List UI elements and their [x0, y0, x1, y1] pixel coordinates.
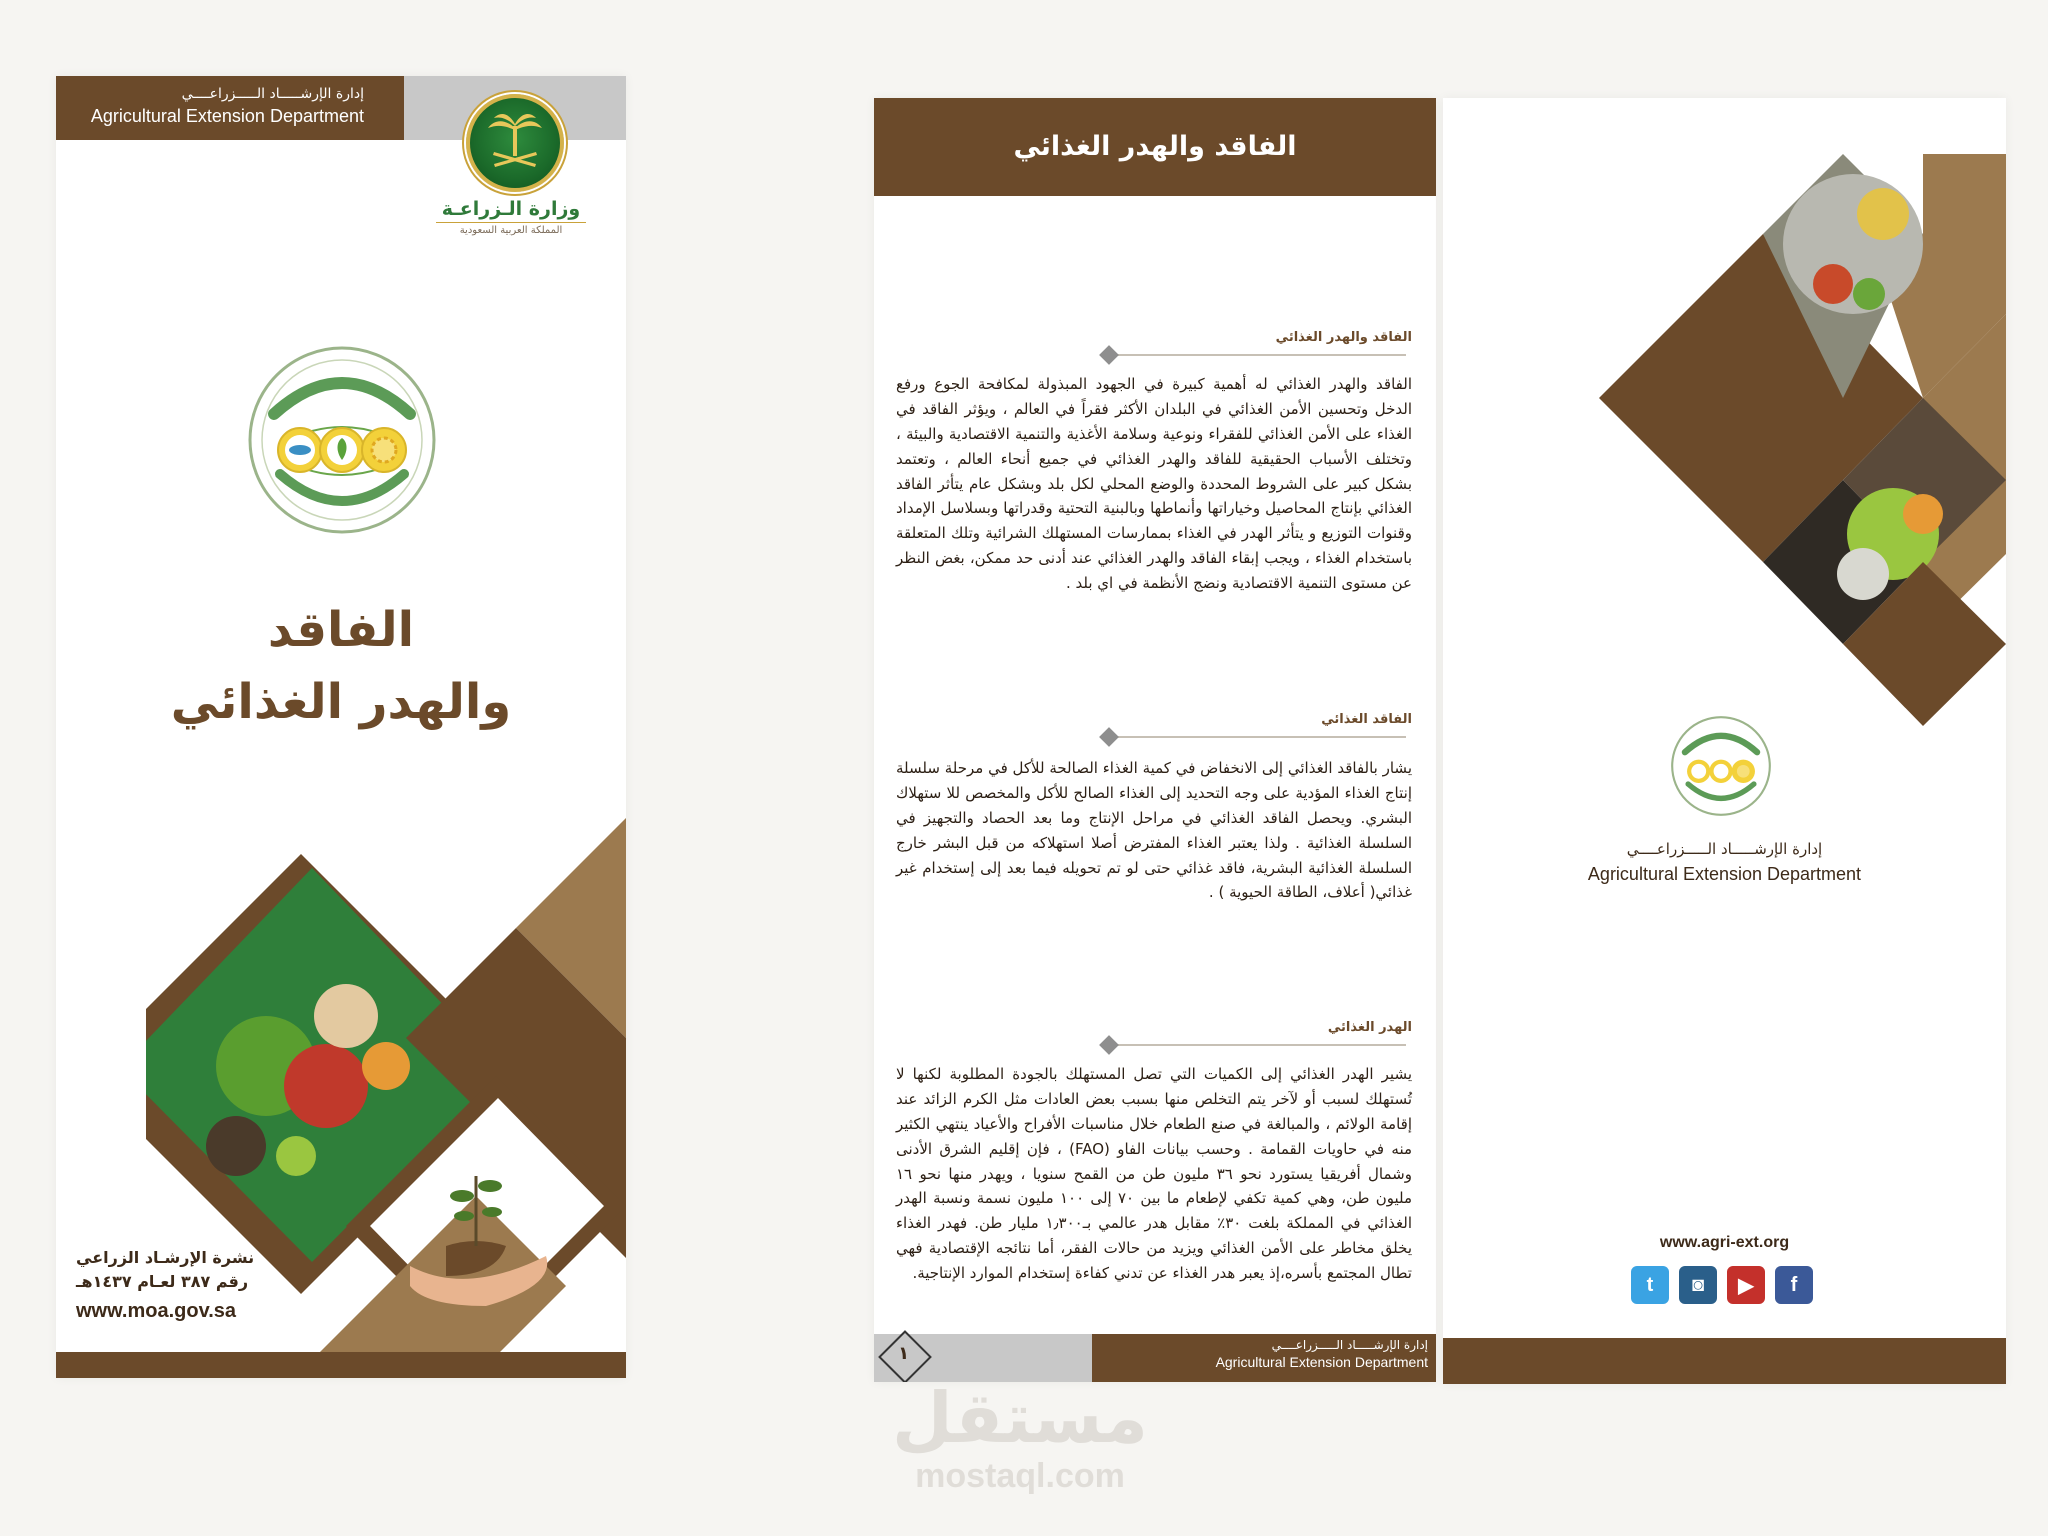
page-number-badge: [878, 1330, 932, 1382]
section-rule: [1106, 736, 1406, 738]
inner-footer-dept-ar: إدارة الإرشـــــاد الـــــزراعــــي: [1271, 1338, 1428, 1352]
section-heading: الفاقد الغذائي: [1321, 712, 1412, 727]
front-footer: [76, 1246, 296, 1326]
kingdom-name: المملكة العربية السعودية: [436, 222, 586, 236]
back-diamond-collage: [1593, 154, 2006, 774]
social-icons: [1631, 1266, 1821, 1306]
section-body-3: يشير الهدر الغذائي إلى الكميات التي تصل المستهلك بالجودة المطلوبة لكنها لا تُستهلك لسبب أو لآخر يتم التخلص منها بسبب بعض العادات مثل الكرم الزائد عند إقامة الولائم ، والمبالغة في صنع الطعام خلال مناسبات الأفراح والأعياد ينتهي الكثير منه في حاويات القمامة . وحسب بيانات الفاو (FAO) ، فإن إقليم الشرق الأدنى وشمال أفريقيا يستورد نحو ٣٦ مليون طن من القمح سنويا ، ويهدر منها نحو ١٦ مليون طن، وهي كمية تكفي لإطعام ما بين ٧٠ إلى ١٠٠ مليون نسمة ونسبة الهدر الغذائي في المملكة بلغت ٣٠٪ مقابل هدر عالمي بـ١٫٣٠٠ مليار طن. فهدر الغذاء يخلق مخاطر على الأمن الغذائي ويزيد من حالات الفقر، أما نتائجه الإقتصادية فهي تطال المجتمع بأسره،إذ يعبر هدر الغذاء عن تدني كفاءة إستخدام الموارد الإنتاجية.: [896, 1065, 1413, 1283]
facebook-icon[interactable]: f: [1775, 1266, 1813, 1304]
front-bottom-bar: [56, 1352, 626, 1378]
inner-footer: [874, 1334, 1436, 1382]
section-body-2: يشار بالفاقد الغذائي إلى الانخفاض في كمية الغذاء الصالحة للأكل في مرحلة سلسلة إنتاج الغذاء المؤدية على وجه التحديد إلى الغذاء الصالح للأكل والمخصص للا ستهلاك البشري. ويحصل الفاقد الغذائي في مراحل الإنتاج وما بعد الحصاد والتجهيز في السلسلة الغذائية . ولذا يعتبر الغذاء المفترض أصلا استهلاكه من قبل البشر خارج السلسلة الغذائية البشرية، فاقد غذائي حتى لو تم تحويله فيما بعد إلى إستخدام غير غذائي( أعلاف، الطاقة الحيوية ) .: [896, 759, 1412, 902]
back-seal-logo-icon: [1669, 714, 1773, 818]
section-heading: الهدر الغذائي: [1327, 1020, 1412, 1035]
front-title: [116, 594, 566, 738]
section-diamond-icon: [1099, 345, 1119, 365]
twitter-icon[interactable]: t: [1631, 1266, 1669, 1304]
palm-swords-emblem-icon: [466, 94, 564, 192]
front-dept-en: Agricultural Extension Department: [90, 106, 364, 126]
ministry-name: وزارة الـزراعـة: [441, 198, 581, 220]
section-head-2: [874, 712, 1436, 758]
inner-footer-dept-en: Agricultural Extension Department: [1215, 1354, 1428, 1370]
section-body-1: الفاقد والهدر الغذائي له أهمية كبيرة في الجهود المبذولة لمكافحة الجوع ورفع الدخل وتحسين الأمن الغذائي في البلدان الأكثر فقراً في العالم ، ويؤثر الفاقد في الغذاء على الأمن الغذائي للفقراء ونوعية وسلامة الأغذية والتنمية الاقتصادية والبيئة ، وتختلف الأسباب الحقيقية للفاقد والهدر الغذائي في جميع أنحاء العالم ، وتعتمد بشكل كبير على الشروط المحددة والوضع المحلي لكل بلد وبشكل عام يتأثر الفاقد الغذائي بإنتاج المحاصيل وخياراتها وأنماطها وبالبنية التحتية وقدراتها وبسلاسل الإمداد وقنوات التوزيع و يتأثر الهدر في الغذاء بممارسات المستهلك الشرائية وتلك المتعلقة باستخدام الغذاء ، ويجب إبقاء الفاقد والهدر الغذائي عند أدنى حد ممكن، بغض النظر عن مستوى التنمية الاقتصادية ونضج الأنظمة في اي بلد .: [896, 375, 1412, 593]
front-website-link[interactable]: www.moa.gov.sa: [76, 1300, 237, 1322]
watermark-en: mostaql.com: [915, 1457, 1125, 1495]
section-diamond-icon: [1099, 727, 1119, 747]
inner-text-panel: [874, 98, 1436, 1382]
front-dept-ar: إدارة الإرشـــــاد الـــــزراعــــي: [181, 86, 364, 102]
ministry-logo-text: [436, 198, 586, 236]
page-number: ١: [898, 1342, 910, 1364]
back-bottom-bar: [1443, 1338, 2006, 1384]
front-title-line1: الفاقد: [267, 602, 415, 658]
bulletin-label: نشرة الإرشـاد الزراعي: [76, 1248, 255, 1267]
bulletin-number: رقم ٣٨٧ لعـام ١٤٣٧هـ: [76, 1272, 249, 1291]
inner-footer-gray: [874, 1334, 1092, 1382]
front-header-band: [56, 76, 404, 140]
section-rule: [1106, 354, 1406, 356]
extension-seal-logo-icon: [244, 342, 440, 538]
back-dept: [1443, 840, 2006, 885]
inner-header-title: الفاقد والهدر الغذائي: [874, 98, 1436, 196]
mostaql-watermark: [880, 1377, 1160, 1496]
youtube-icon[interactable]: ▶: [1727, 1266, 1765, 1304]
section-diamond-icon: [1099, 1035, 1119, 1055]
watermark-ar: مستقل: [891, 1377, 1148, 1459]
back-dept-en: Agricultural Extension Department: [1587, 864, 1862, 884]
section-head-3: [874, 1020, 1436, 1066]
back-dept-ar: إدارة الإرشـــــاد الـــــزراعــــي: [1626, 840, 1823, 858]
inner-footer-dept: [1102, 1338, 1428, 1370]
back-cover-panel: [1443, 98, 2006, 1384]
front-cover-panel: [56, 76, 626, 1378]
instagram-icon[interactable]: ◙: [1679, 1266, 1717, 1304]
section-rule: [1106, 1044, 1406, 1046]
front-title-line2: والهدر الغذائي: [170, 674, 512, 730]
section-head-1: [874, 330, 1436, 376]
back-website-link[interactable]: www.agri-ext.org: [1659, 1234, 1790, 1251]
section-heading: الفاقد والهدر الغذائي: [1275, 330, 1412, 345]
